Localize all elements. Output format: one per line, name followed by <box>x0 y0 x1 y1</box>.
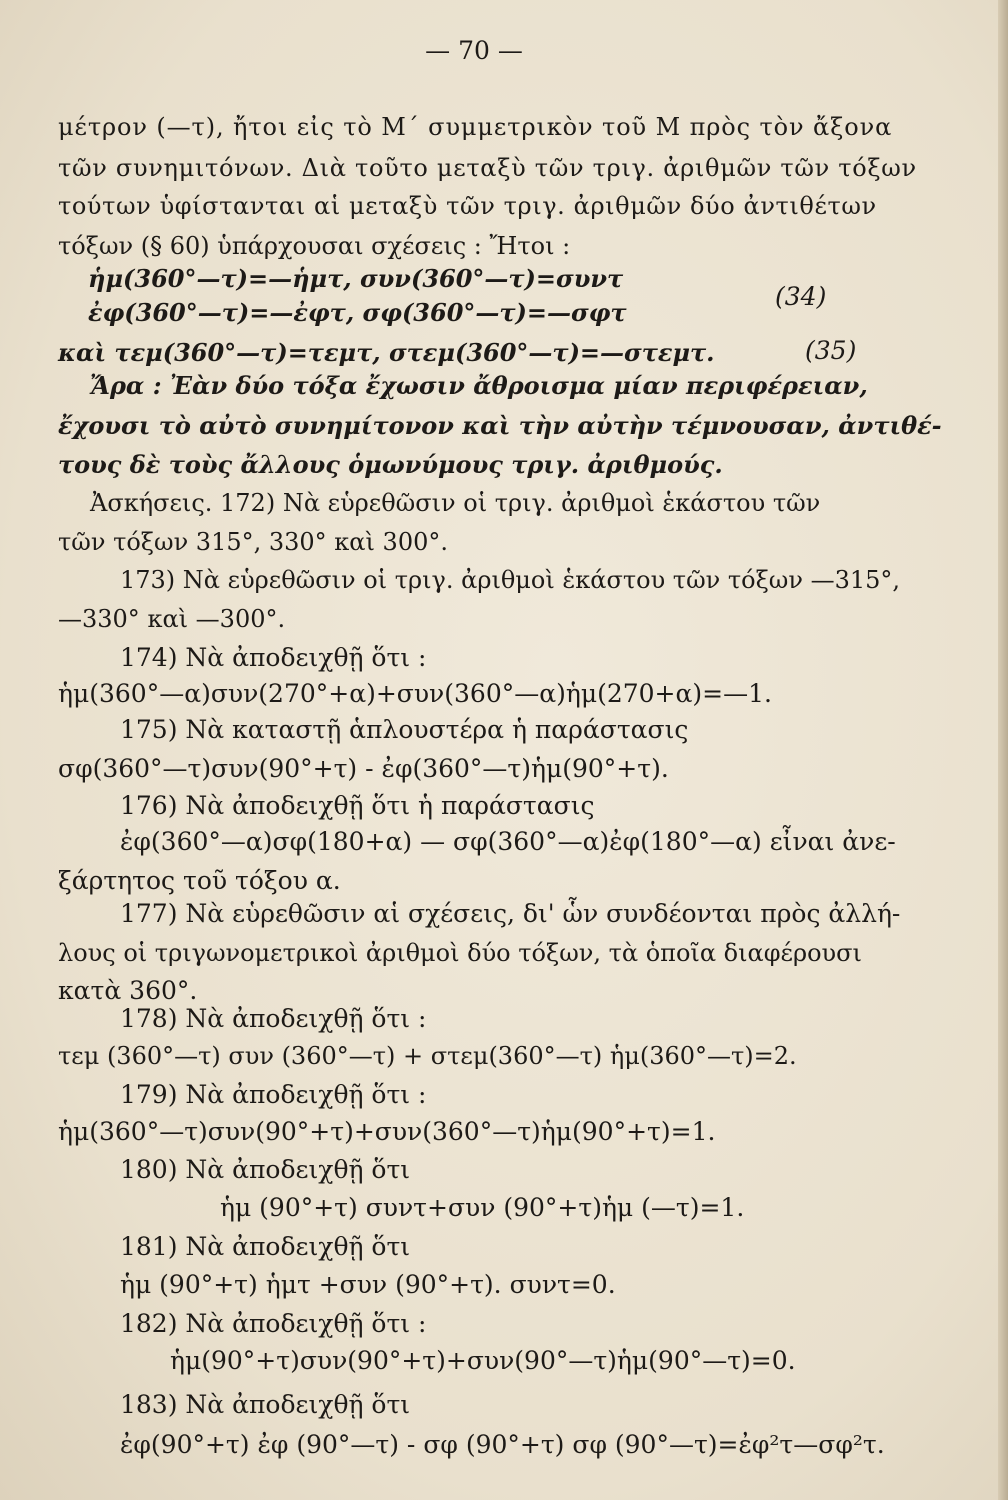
exercise-line: 183) Νὰ ἀποδειχθῇ ὅτι <box>120 1390 411 1419</box>
theorem-line: τους δὲ τοὺς ἄλλους ὁμωνύμους τριγ. ἀριθμούς. <box>58 450 723 479</box>
formula-line: ἡμ(360°—τ)συν(90°+τ)+συν(360°—τ)ἡμ(90°+τ)=1. <box>58 1117 716 1146</box>
formula-line: ἡμ(360°—α)συν(270°+α)+συν(360°—α)ἡμ(270+α)=—1. <box>58 679 772 708</box>
formula-line: ἡμ(90°+τ)συν(90°+τ)+συν(90°—τ)ἡμ(90°—τ)=0. <box>170 1346 796 1375</box>
page-number: — 70 — <box>425 36 523 65</box>
exercise-line: 174) Νὰ ἀποδειχθῇ ὅτι : <box>120 643 427 672</box>
formula-line: ἡμ (90°+τ) ἡμτ +συν (90°+τ). συντ=0. <box>120 1270 616 1299</box>
formula-line: ἐφ(90°+τ) ἐφ (90°—τ) - σφ (90°+τ) σφ (90°—τ)=ἐφ²τ—σφ²τ. <box>120 1430 885 1459</box>
theorem-line: Ἄρα : Ἐὰν δύο τόξα ἔχωσιν ἄθροισμα μίαν περιφέρειαν, <box>90 371 868 400</box>
text-line: τῶν τόξων 315°, 330° καὶ 300°. <box>58 528 448 556</box>
theorem-line: ἔχουσι τὸ αὐτὸ συνημίτονον καὶ τὴν αὐτὴν τέμνουσαν, ἀντιθέ- <box>58 411 942 440</box>
exercise-line: 180) Νὰ ἀποδειχθῇ ὅτι <box>120 1155 411 1184</box>
formula-line: σφ(360°—τ)συν(90°+τ) - ἐφ(360°—τ)ἡμ(90°+τ). <box>58 754 669 783</box>
exercise-line: Ἀσκήσεις. 172) Νὰ εὑρεθῶσιν οἱ τριγ. ἀριθμοὶ ἑκάστου τῶν <box>90 489 821 517</box>
exercise-line: 178) Νὰ ἀποδειχθῇ ὅτι : <box>120 1004 427 1033</box>
text-line: —330° καὶ —300°. <box>58 605 286 633</box>
equation-number: (35) <box>805 336 857 365</box>
formula-line: ἡμ(360°—τ)=—ἡμτ, συν(360°—τ)=συντ <box>88 264 624 293</box>
formula-line: ἐφ(360°—τ)=—ἐφτ, σφ(360°—τ)=—σφτ <box>88 298 627 327</box>
formula-line: ἐφ(360°—α)σφ(180+α) — σφ(360°—α)ἐφ(180°—α) εἶναι ἀνε- <box>120 827 896 856</box>
formula-line: καὶ τεμ(360°—τ)=τεμτ, στεμ(360°—τ)=—στεμτ. <box>58 338 715 367</box>
text-line: τόξων (§ 60) ὑπάρχουσαι σχέσεις : Ἤτοι : <box>58 232 571 260</box>
text-line: μέτρον (—τ), ἤτοι εἰς τὸ Μ΄ συμμετρικὸν τοῦ Μ πρὸς τὸν ἄξονα <box>58 113 893 141</box>
formula-line: τεμ (360°—τ) συν (360°—τ) + στεμ(360°—τ) ἡμ(360°—τ)=2. <box>58 1042 797 1070</box>
page-edge <box>998 0 1008 1500</box>
text-line: ξάρτητος τοῦ τόξου α. <box>58 866 341 895</box>
text-line: τῶν συνημιτόνων. Διὰ τοῦτο μεταξὺ τῶν τριγ. ἀριθμῶν τῶν τόξων <box>58 154 917 182</box>
exercise-line: 177) Νὰ εὑρεθῶσιν αἱ σχέσεις, δι' ὧν συνδέονται πρὸς ἀλλή- <box>120 899 901 928</box>
text-line: τούτων ὑφίστανται αἱ μεταξὺ τῶν τριγ. ἀριθμῶν δύο ἀντιθέτων <box>58 192 877 220</box>
text-line: κατὰ 360°. <box>58 976 198 1005</box>
exercise-line: 176) Νὰ ἀποδειχθῇ ὅτι ἡ παράστασις <box>120 791 595 820</box>
exercise-line: 173) Νὰ εὑρεθῶσιν οἱ τριγ. ἀριθμοὶ ἑκάστου τῶν τόξων —315°, <box>120 566 901 594</box>
exercise-line: 179) Νὰ ἀποδειχθῇ ὅτι : <box>120 1080 427 1109</box>
formula-line: ἡμ (90°+τ) συντ+συν (90°+τ)ἡμ (—τ)=1. <box>220 1193 745 1222</box>
text-line: λους οἱ τριγωνομετρικοὶ ἀριθμοὶ δύο τόξων, τὰ ὁποῖα διαφέρουσι <box>58 939 862 967</box>
exercise-line: 175) Νὰ καταστῇ ἁπλουστέρα ἡ παράστασις <box>120 715 689 744</box>
exercise-line: 182) Νὰ ἀποδειχθῇ ὅτι : <box>120 1309 427 1338</box>
equation-number: (34) <box>775 282 827 311</box>
exercise-line: 181) Νὰ ἀποδειχθῇ ὅτι <box>120 1232 411 1261</box>
